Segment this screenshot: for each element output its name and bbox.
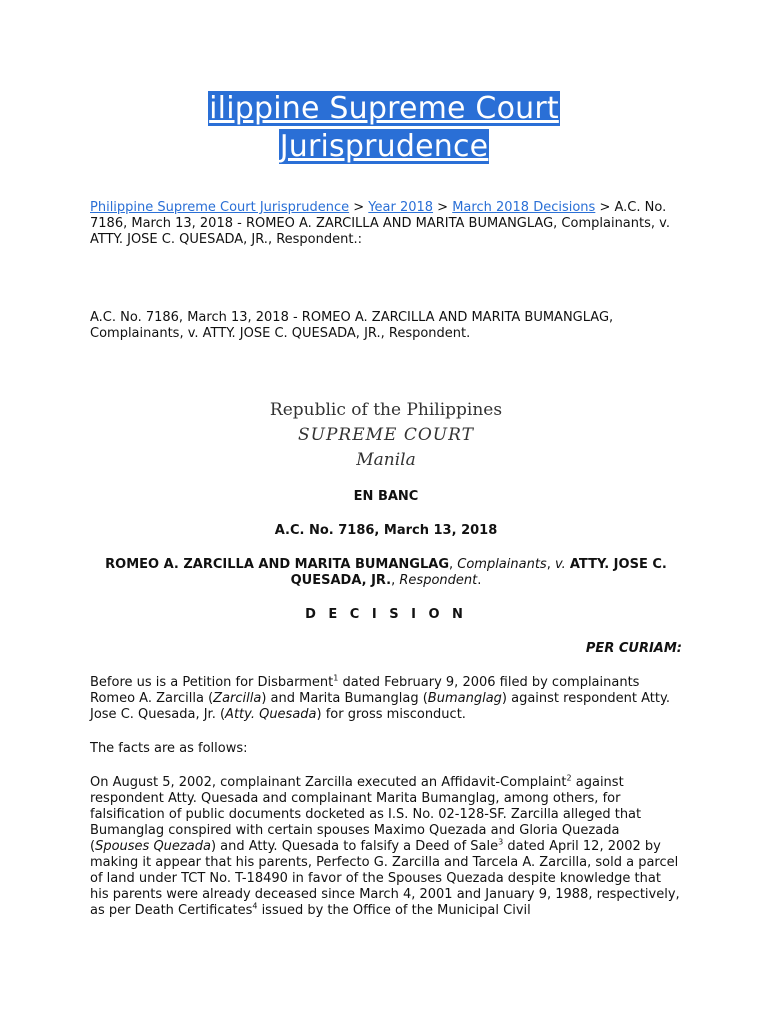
text-run: issued by the Office of the Municipal Civil xyxy=(257,903,531,918)
parties-comma: , xyxy=(546,557,555,572)
breadcrumb-link-jurisprudence[interactable]: Philippine Supreme Court Jurisprudence xyxy=(90,200,350,215)
text-run: dated February 9, 2006 filed by complainants Romeo A. Zarcilla ( xyxy=(90,675,640,706)
seal-line-supreme-court: SUPREME COURT xyxy=(298,425,474,445)
text-run: ) and Atty. Quesada to falsify a Deed of Sale xyxy=(210,839,499,854)
text-run: On August 5, 2002, complainant Zarcilla executed an Affidavit-Complaint xyxy=(90,775,567,790)
site-title-line1[interactable]: ilippine Supreme Court xyxy=(209,91,559,126)
text-run: against respondent Atty. Quesada and complainant Marita Bumanglag, among others, for falsification of public documents docketed as I.S. No. 02-128-SF. Zarcilla alleged that Bumanglag conspired with certain spouses Maximo Quezada and Gloria Quezada ( xyxy=(90,775,642,854)
breadcrumb-separator: > xyxy=(349,200,369,215)
respondent-label: Respondent xyxy=(399,573,478,588)
text-run: ) against respondent Atty. Jose C. Quesada, Jr. ( xyxy=(90,691,670,722)
breadcrumb xyxy=(90,200,682,248)
footnote-ref-3[interactable]: 3 xyxy=(498,837,504,847)
italic-run: Zarcilla xyxy=(213,691,262,706)
paragraph-facts-intro: The facts are as follows: xyxy=(90,741,248,756)
complainants-label: Complainants xyxy=(457,557,547,572)
parties-comma: , xyxy=(448,557,458,572)
breadcrumb-separator: > xyxy=(433,200,453,215)
text-run: dated April 12, 2002 by making it appear that his parents, Perfecto G. Zarcilla and Tarcela A. Zarcilla, sold a parcel of land under TCT No. T-18490 in favor of the Spouses Quezada despite knowledge that his parents were already deceased since March 4, 2001 and January 9, 1988, respectively, as per Death Certificates xyxy=(90,839,680,918)
versus-label: v. xyxy=(554,557,566,572)
per-curiam-label: PER CURIAM: xyxy=(585,641,682,656)
paragraph-facts xyxy=(90,775,682,919)
en-banc-heading: EN BANC xyxy=(353,489,419,504)
decision-heading: D E C I S I O N xyxy=(305,607,467,622)
site-title-line2[interactable]: Jurisprudence xyxy=(279,129,489,164)
court-seal-heading xyxy=(90,398,682,473)
ac-number-heading: A.C. No. 7186, March 13, 2018 xyxy=(274,523,498,538)
breadcrumb-current: > A.C. No. 7186, March 13, 2018 - ROMEO A. ZARCILLA AND MARITA BUMANGLAG, Complainants, v. ATTY. JOSE C. QUESADA, JR., Respondent.: xyxy=(90,200,670,247)
footnote-ref-4[interactable]: 4 xyxy=(252,901,258,911)
document-content xyxy=(90,200,682,919)
text-run: ) and Marita Bumanglag ( xyxy=(261,691,428,706)
seal-line-manila: Manila xyxy=(356,450,416,470)
paragraph-petition xyxy=(90,675,682,723)
parties-heading xyxy=(90,557,682,589)
text-run: ) for gross misconduct. xyxy=(316,707,466,722)
italic-run: Atty. Quesada xyxy=(225,707,317,722)
site-title xyxy=(0,90,768,166)
case-title: A.C. No. 7186, March 13, 2018 - ROMEO A. ZARCILLA AND MARITA BUMANGLAG, Complainants, v. ATTY. JOSE C. QUESADA, JR., Respondent. xyxy=(90,310,614,341)
footnote-ref-2[interactable]: 2 xyxy=(566,773,572,783)
seal-line-republic: Republic of the Philippines xyxy=(269,400,503,420)
respondent-name: ATTY. JOSE C. QUESADA, JR. xyxy=(290,557,667,588)
breadcrumb-link-year[interactable]: Year 2018 xyxy=(368,200,434,215)
text-run: Before us is a Petition for Disbarment xyxy=(90,675,334,690)
parties-period: . xyxy=(477,573,482,588)
footnote-ref-1[interactable]: 1 xyxy=(333,673,339,683)
italic-run: Spouses Quezada xyxy=(95,839,211,854)
parties-comma: , xyxy=(391,573,400,588)
complainants-names: ROMEO A. ZARCILLA AND MARITA BUMANGLAG xyxy=(105,557,449,572)
breadcrumb-link-month[interactable]: March 2018 Decisions xyxy=(452,200,596,215)
italic-run: Bumanglag xyxy=(427,691,502,706)
